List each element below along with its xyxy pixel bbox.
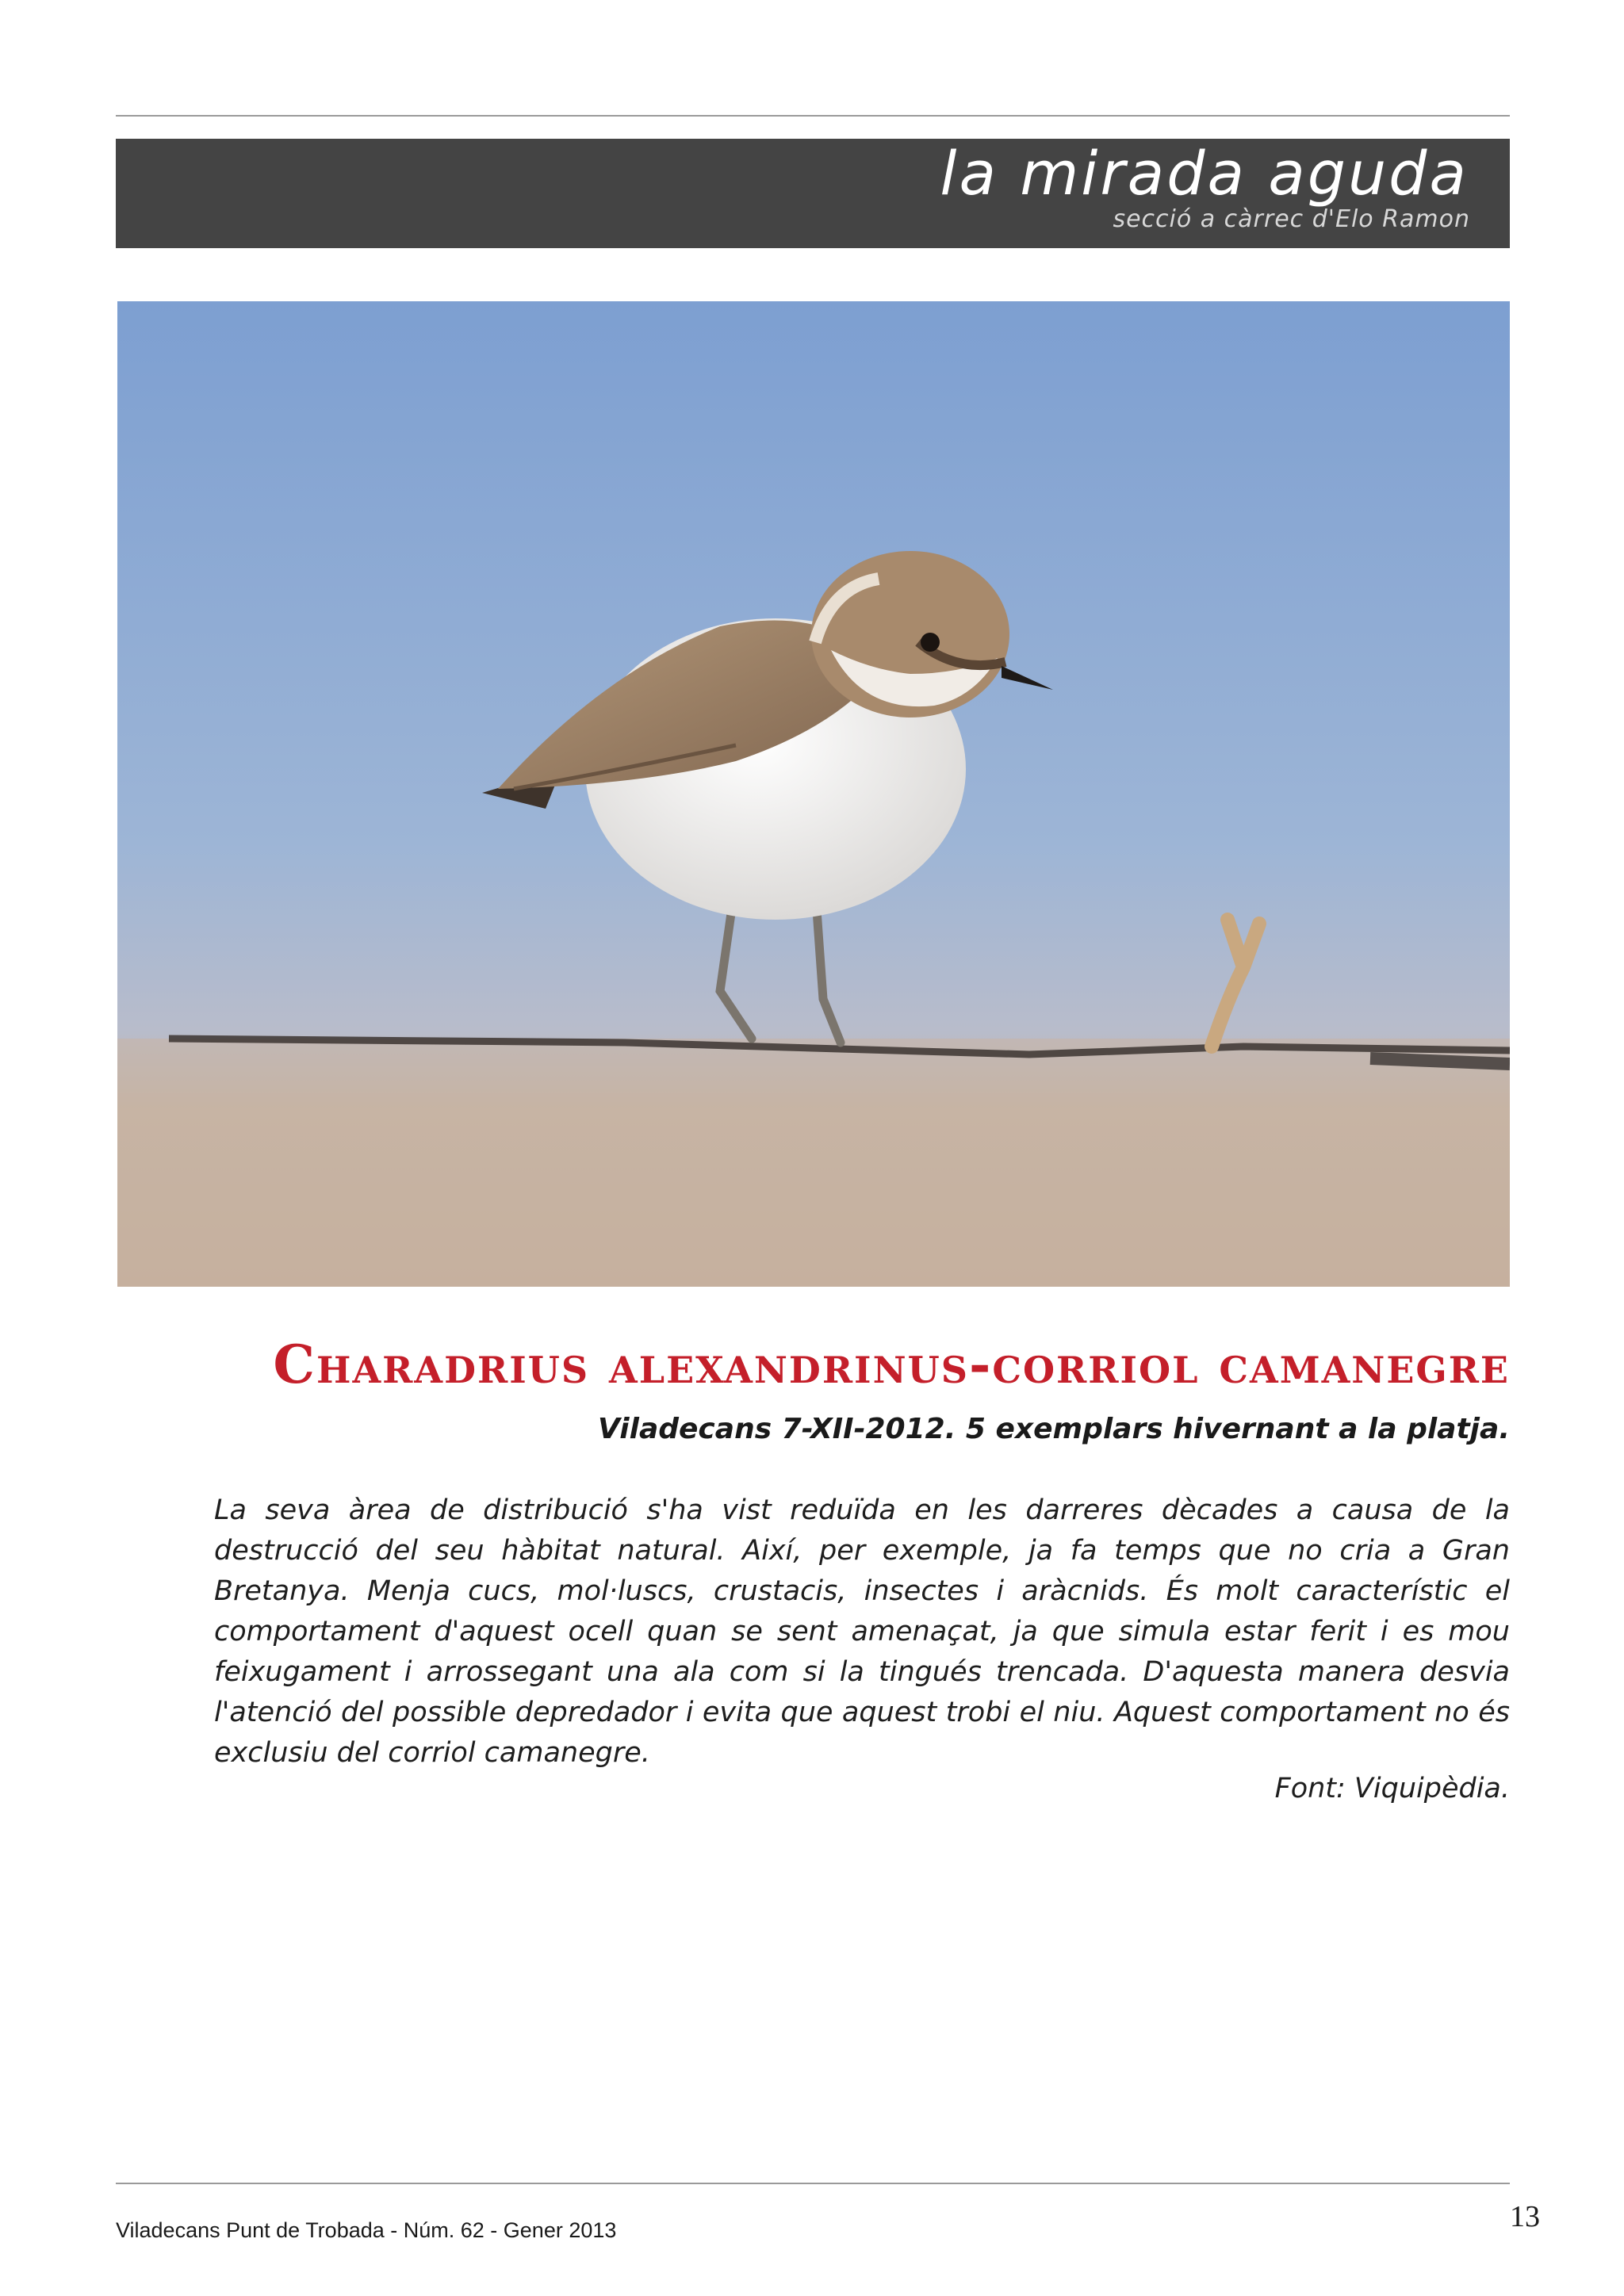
section-title: la mirada aguda — [940, 138, 1469, 209]
footer-rule — [116, 2183, 1510, 2184]
species-title: Charadrius alexandrinus-corriol camanegre — [273, 1334, 1510, 1395]
header-rule — [116, 115, 1510, 117]
section-credit: secció a càrrec d'Elo Ramon — [1113, 205, 1470, 233]
source-citation: Font: Viquipèdia. — [1274, 1773, 1510, 1804]
publication-footer: Viladecans Punt de Trobada - Núm. 62 - Gener 2013 — [116, 2218, 617, 2242]
bird-illustration — [117, 301, 1510, 1287]
section-banner — [116, 139, 1510, 248]
page-number: 13 — [1510, 2200, 1540, 2233]
observation-note: Viladecans 7-XII-2012. 5 exemplars hivernant a la platja. — [598, 1413, 1510, 1445]
bird-photo — [117, 301, 1510, 1287]
article-body: La seva àrea de distribució s'ha vist reduïda en les darreres dècades a causa de la destrucció del seu hàbitat natural. Així, per exemple, ja fa temps que no cria a Gran Bretanya. Menja cucs, mol·luscs, crustacis, insectes i aràcnids. És molt característic el comportament d'aquest ocell quan se sent amenaçat, ja que simula estar ferit i es mou feixugament i arrossegant una ala com si la tingués trencada. D'aquesta manera desvia l'atenció del possible depredador i evita que aquest trobi el niu. Aquest comportament no és exclusiu del corriol camanegre. — [214, 1494, 1510, 1769]
